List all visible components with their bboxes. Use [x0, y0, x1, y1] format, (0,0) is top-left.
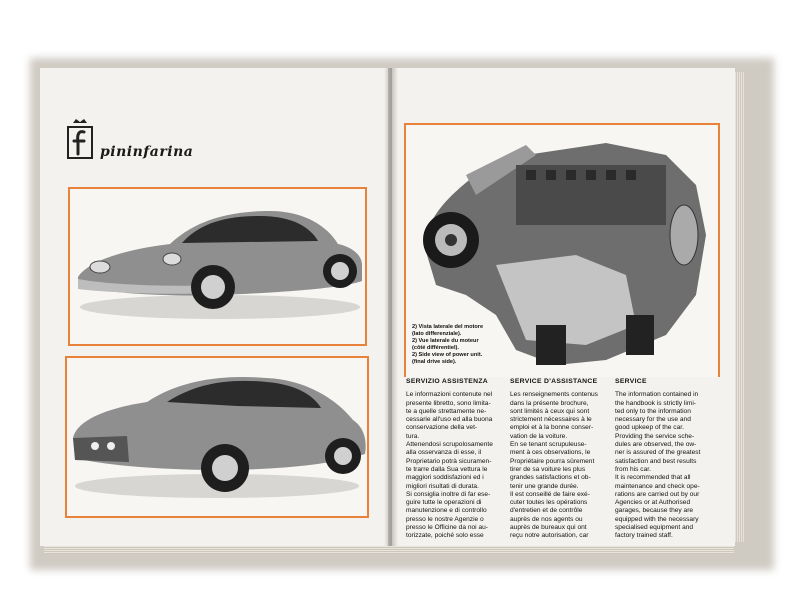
pininfarina-wordmark: pininfarina: [100, 144, 194, 160]
page-stack-bottom: [44, 546, 734, 554]
car-rear-photo: [65, 356, 369, 518]
column-body: Le informazioni contenute nel presente libretto, sono limita- te a quelle strettamente ne- cessarie all'uso ed alla buona conservazione della vet- tura. Attenendosi scrupolosamente alla osservanza di esse, il Proprietario potrà sicuramen- te trarre dalla Sua vettura le maggiori soddisfazioni ed i migliori risultati di durata. Si consiglia inoltre di far ese- guire tutte le operazioni di manutenzione e di controllo presso le nostre Agenzie o presso le Officine da noi au- torizzate, poiché solo esse: [406, 391, 493, 540]
pininfarina-logo-icon: [65, 118, 95, 160]
english-service-column: [615, 378, 718, 541]
column-body: The information contained in the handbook is strictly limi- ted only to the information necessary for the use and good upkeep of the car. Providing the service sche- dules are observed, the ow- ner is assured of the greatest satisfaction and best results from his car. It is recommended that all maintenance and check ope- rations are carried out by our Agencies or at Authorised garages, because they are equipped with the necessary specialised equipment and factory trained staff.: [615, 391, 701, 540]
page-stack-edge: [735, 72, 745, 542]
column-body: Les renseignements contenus dans la présente brochure, sont limités à ceux qui sont strictement nécessaires à le emploi et à la bonne conser- vation de la voiture. En se tenant scrupuleuse- ment à ces observations, le Propriétaire pourra sûrement tirer de sa voiture les plus grandes satisfactions et ob- tenir une grande durée. Il est conseillé de faire exé- cuter toutes les opérations d'entretien et de contrôle auprès de nos agents ou auprès de bureaux qui ont reçu notre autorisation, car: [510, 391, 598, 540]
column-heading: SERVIZIO ASSISTENZA: [406, 378, 488, 385]
car-front-photo: [68, 187, 367, 346]
book-gutter: [384, 68, 398, 546]
engine-caption: 2) Vista laterale del motore (lato differenziale). 2) Vue laterale du moteur (côté différentiel). 2) Side view of power unit. (final drive side).: [412, 324, 484, 365]
italian-service-column: [406, 378, 506, 541]
french-service-column: [510, 378, 610, 541]
column-heading: SERVICE D'ASSISTANCE: [510, 378, 598, 385]
column-heading: SERVICE: [615, 378, 647, 385]
